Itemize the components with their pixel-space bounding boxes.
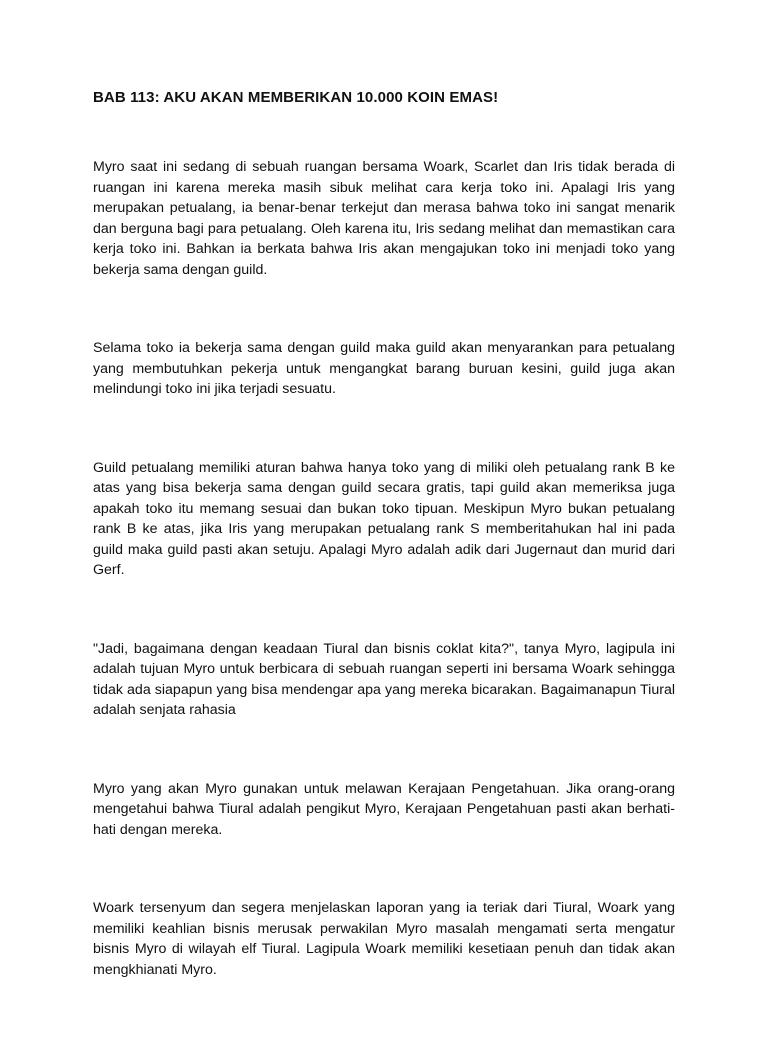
paragraph: Guild petualang memiliki aturan bahwa hanya toko yang di miliki oleh petualang rank B ke atas yang bisa bekerja sama dengan guild secara gratis, tapi guild akan memeriksa juga apakah toko itu memang sesuai dan bukan toko tipuan. Meskipun Myro bukan petualang rank B ke atas, jika Iris yang merupakan petualang rank S memberitahukan hal ini pada guild maka guild pasti akan setuju. Apalagi Myro adalah adik dari Jugernaut dan murid dari Gerf.	[93, 459, 675, 578]
paragraph: Selama toko ia bekerja sama dengan guild maka guild akan menyarankan para petualang yang membutuhkan pekerja untuk mengangkat barang buruan kesini, guild juga akan melindungi toko ini jika terjadi sesuatu.	[93, 340, 675, 397]
paragraph: Woark tersenyum dan segera menjelaskan laporan yang ia teriak dari Tiural, Woark yang memiliki keahlian bisnis merusak perwakilan Myro masalah mengamati serta mengatur bisnis Myro di wilayah elf Tiural. Lagipula Woark memiliki kesetiaan penuh dan tidak akan mengkhianati Myro.	[93, 900, 675, 978]
paragraph: Myro saat ini sedang di sebuah ruangan bersama Woark, Scarlet dan Iris tidak berada di ruangan ini karena mereka masih sibuk melihat cara kerja toko ini. Apalagi Iris yang merupakan petualang, ia benar-benar terkejut dan merasa bahwa toko ini sangat menarik dan berguna bagi para petualang. Oleh karena itu, Iris sedang melihat dan memastikan cara kerja toko ini. Bahkan ia berkata bahwa Iris akan mengajukan toko ini menjadi toko yang bekerja sama dengan guild.	[93, 159, 675, 278]
paragraph: "Jadi, bagaimana dengan keadaan Tiural dan bisnis coklat kita?", tanya Myro, lagipula ini adalah tujuan Myro untuk berbicara di sebuah ruangan seperti ini bersama Woark sehingga tidak ada siapapun yang bisa mendengar apa yang mereka bicarakan. Bagaimanapun Tiural adalah senjata rahasia	[93, 640, 675, 718]
document-page	[93, 88, 675, 1038]
paragraph: Myro yang akan Myro gunakan untuk melawan Kerajaan Pengetahuan. Jika orang-orang mengetahui bahwa Tiural adalah pengikut Myro, Kerajaan Pengetahuan pasti akan berhati-hati dengan mereka.	[93, 780, 675, 838]
chapter-title: BAB 113: AKU AKAN MEMBERIKAN 10.000 KOIN EMAS!	[93, 89, 499, 106]
